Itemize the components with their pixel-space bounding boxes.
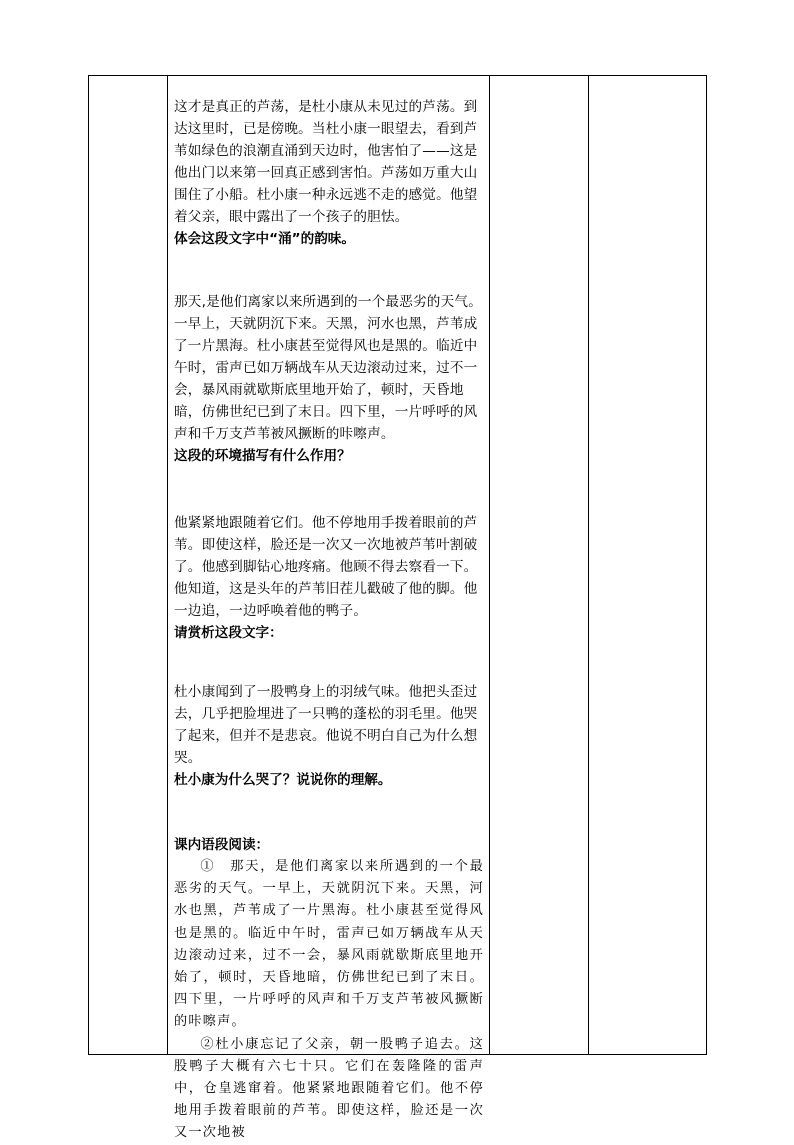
table-column-border-4 — [588, 75, 589, 1055]
table-column-border-2 — [167, 75, 168, 1055]
passage-3-text: 他紧紧地跟随着它们。他不停地用手拨着眼前的芦苇。即使这样，脸还是一次又一次地被芦苇叶割破了。他感到脚钻心地疼痛。他顾不得去察看一下。他知道，这是头年的芦苇旧茬儿戳破了他的脚。他一边追，一边呼唤着他的鸭子。 — [174, 515, 478, 619]
passage-4-question: 杜小康为什么哭了？说说你的理解。 — [174, 772, 392, 788]
lesson-content-cell — [174, 96, 484, 1145]
reading-paragraph-1: ① 那天，是他们离家以来所遇到的一个最恶劣的天气。一早上，天就阴沉下来。天黑，河水也黑，芦苇成了一片黑海。杜小康甚至觉得风也是黑的。临近中午时，雷声已如万辆战车从天边滚动过来，过不一会，暴风雨就歇斯底里地开始了，顿时，天昏地暗，仿佛世纪已到了末日。四下里，一片呼呼的风声和千万支芦苇被风撅断的咔嚓声。 — [174, 859, 484, 1030]
passage-4-text: 杜小康闻到了一股鸭身上的羽绒气味。他把头歪过去，几乎把脸埋进了一只鸭的蓬松的羽毛里。他哭了起来，但并不是悲哀。他说不明白自己为什么想哭。 — [174, 684, 478, 766]
table-column-border-3 — [489, 75, 490, 1055]
table-column-border-5 — [706, 75, 707, 1055]
passage-1-question: 体会这段文字中“涌”的韵味。 — [174, 231, 355, 247]
passage-2-question: 这段的环境描写有什么作用？ — [174, 448, 351, 464]
reading-paragraph-2: ②杜小康忘记了父亲，朝一股鸭子追去。这股鸭子大概有六七十只。它们在轰隆隆的雷声中，仓皇逃窜着。他紧紧地跟随着它们。他不停地用手拨着眼前的芦苇。即使这样，脸还是一次又一次地被 — [174, 1036, 484, 1141]
table-top-border — [88, 75, 707, 76]
table-column-border-1 — [88, 75, 89, 1055]
passage-1-text: 这才是真正的芦荡，是杜小康从未见过的芦荡。到达这里时，已是傍晚。当杜小康一眼望去，看到芦苇如绿色的浪潮直涌到天边时，他害怕了——这是他出门以来第一回真正感到害怕。芦荡如万重大山围住了小船。杜小康一种永远逃不走的感觉。他望着父亲，眼中露出了一个孩子的胆怯。 — [174, 99, 478, 225]
reading-section-heading: 课内语段阅读： — [174, 837, 270, 853]
passage-2-text: 那天,是他们离家以来所遇到的一个最恶劣的天气。一早上，天就阴沉下来。天黑，河水也黑，芦苇成了一片黑海。杜小康甚至觉得风也是黑的。临近中午时，雷声已如万辆战车从天边滚动过来，过不一会，暴风雨就歇斯底里地开始了，顿时，天昏地暗，仿佛世纪已到了末日。四下里，一片呼呼的风声和千万支芦苇被风撅断的咔嚓声。 — [174, 294, 482, 442]
passage-3-question: 请赏析这段文字： — [174, 625, 283, 641]
